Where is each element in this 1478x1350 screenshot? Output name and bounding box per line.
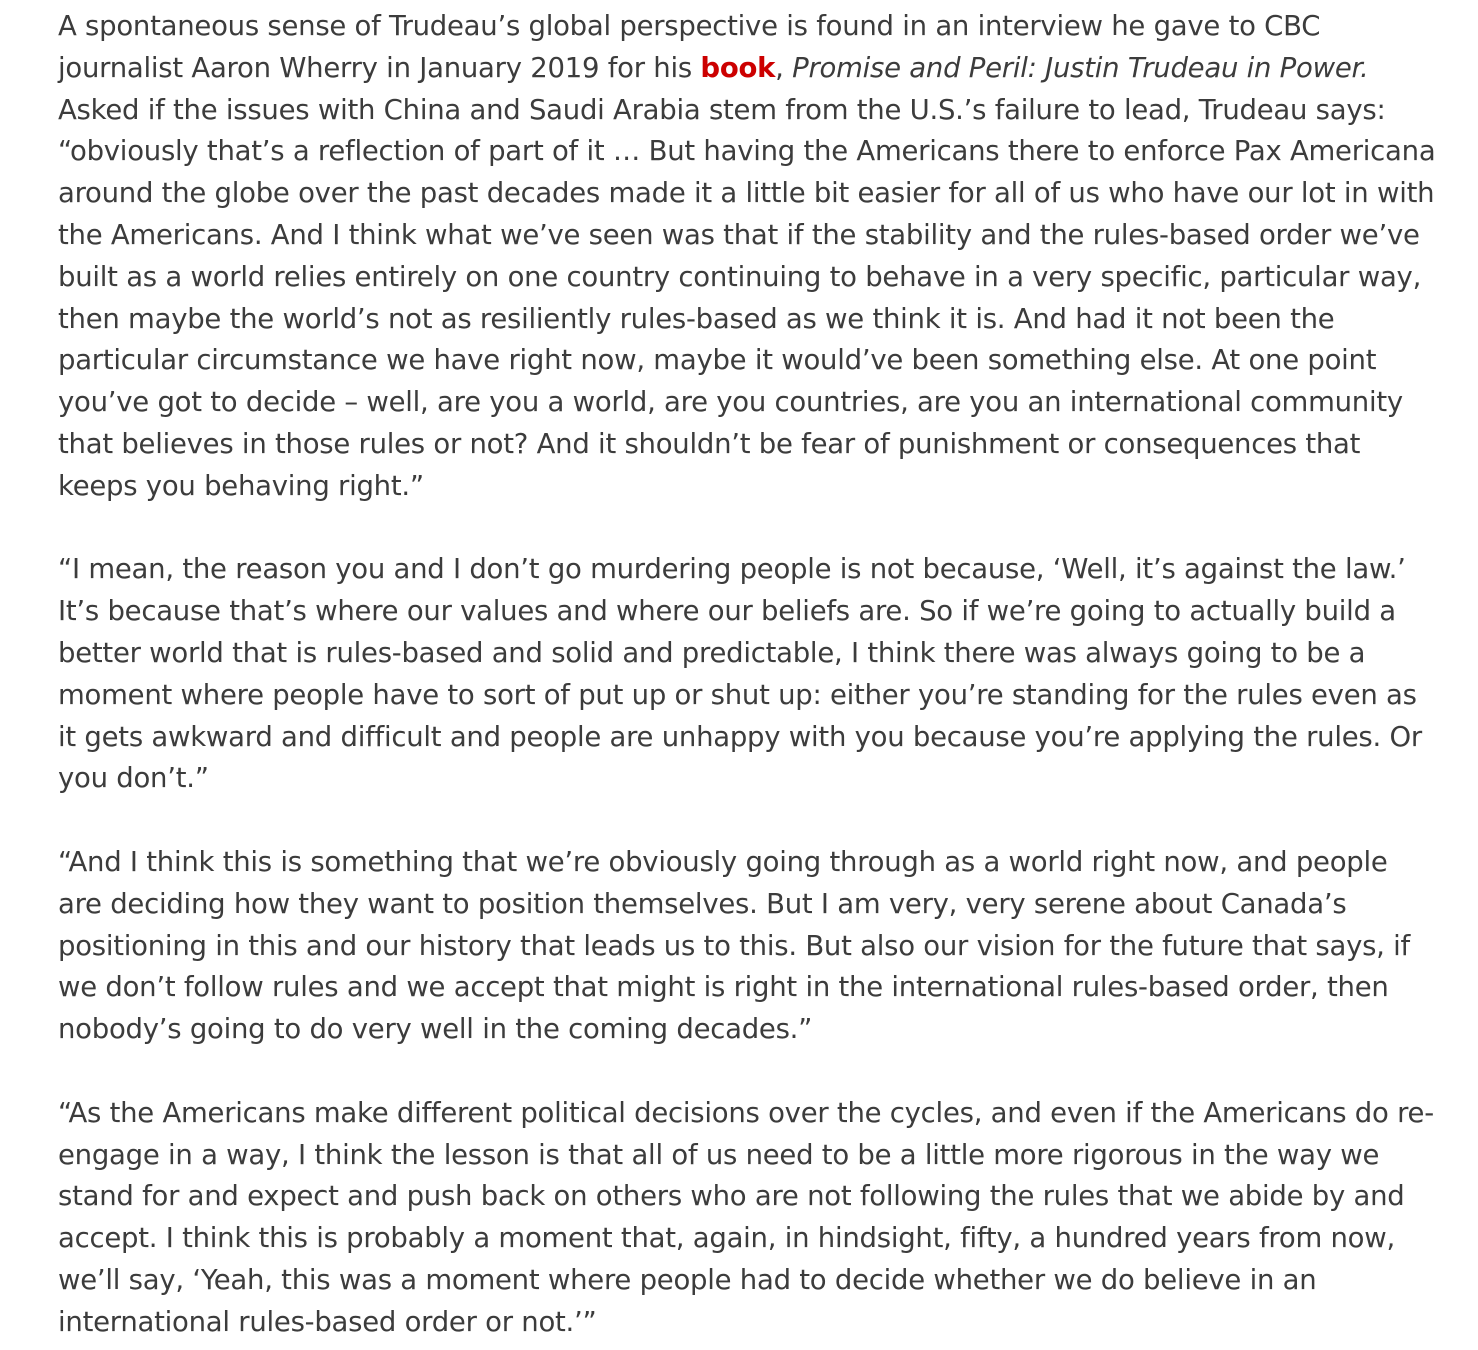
paragraph-4: “As the Americans make different political decisions over the cycles, and even if the Americans do re-engage in a way, I think the lesson is that all of us need to be a little more rigorous in the way we stand for and expect and push back on others who are not following the rules that we abide by and accept. I think this is probably a moment that, again, in hindsight, fifty, a hundred years from now, we’ll say, ‘Yeah, this was a moment where people had to decide whether we do believe in an international rules-based order or not.’”	[58, 1096, 1434, 1338]
book-title: Promise and Peril: Justin Trudeau in Power.	[792, 51, 1369, 84]
article-body	[58, 6, 1436, 1344]
paragraph-1-lead: A spontaneous sense of Trudeau’s global perspective is found in an interview he gave to CBC journalist Aaron Wherry in January 2019 for his	[58, 10, 1321, 84]
book-link[interactable]: book	[700, 51, 776, 84]
paragraph-1	[58, 6, 1436, 508]
paragraph-2: “I mean, the reason you and I don’t go murdering people is not because, ‘Well, it’s against the law.’ It’s because that’s where our values and where our beliefs are. So if we’re going to actually build a better world that is rules-based and solid and predictable, I think there was always going to be a moment where people have to sort of put up or shut up: either you’re standing for the rules even as it gets awkward and difficult and people are unhappy with you because you’re applying the rules. Or you don’t.”	[58, 553, 1422, 795]
paragraph-3: “And I think this is something that we’re obviously going through as a world right now, and people are deciding how they want to position themselves. But I am very, very serene about Canada’s positioning in this and our history that leads us to this. But also our vision for the future that says, if we don’t follow rules and we accept that might is right in the international rules-based order, then nobody’s going to do very well in the coming decades.”	[58, 845, 1410, 1046]
paragraph-1-rest: Asked if the issues with China and Saudi Arabia stem from the U.S.’s failure to lead, Trudeau says: “obviously that’s a reflection of part of it … But having the Americans there to enforce Pax Americana around the globe over the past decades made it a little bit easier for all of us who have our lot in with the Americans. And I think what we’ve seen was that if the stability and the rules-based order we’ve built as a world relies entirely on one country continuing to behave in a very specific, particular way, then maybe the world’s not as resiliently rules-based as we think it is. And had it not been the particular circumstance we have right now, maybe it would’ve been something else. At one point you’ve got to decide – well, are you a world, are you countries, are you an international community that believes in those rules or not? And it shouldn’t be fear of punishment or consequences that keeps you behaving right.”	[58, 93, 1436, 502]
comma-separator: ,	[775, 51, 793, 84]
